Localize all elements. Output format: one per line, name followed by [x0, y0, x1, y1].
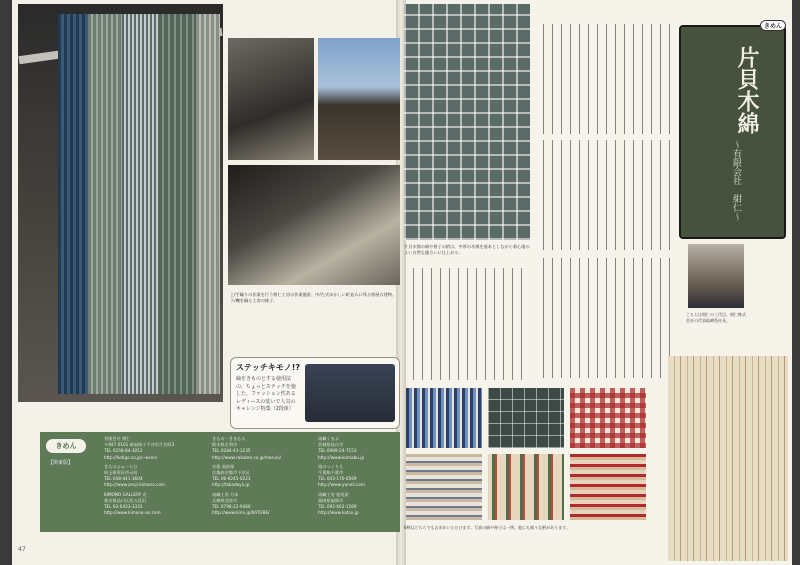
shop-entry: [212, 436, 312, 461]
craftsman-portrait: [688, 244, 744, 308]
shop-name: きもの・きまもる: [212, 436, 246, 441]
shop-name: 染織工房 松尾屋: [318, 491, 349, 497]
kimen-badge: きめん: [46, 439, 86, 453]
shop-entry: [212, 464, 312, 489]
fabric-swatch: [570, 388, 646, 448]
shop-tel: TEL 092-603-1569: [318, 504, 357, 510]
shop-entry: [318, 492, 398, 517]
fabric-swatch: [406, 454, 482, 520]
shop-tel: TEL 048-441-3604: [104, 476, 143, 482]
fabric-bolt: [158, 14, 196, 394]
shop-tel: TEL 03-6433-3333: [104, 504, 143, 510]
shop-name: きものふぉーらむ: [104, 463, 138, 469]
stitch-kimono-photo: [305, 364, 395, 422]
weaving-workshop-photo: [228, 38, 314, 160]
fabric-bolt: [196, 14, 220, 394]
shop-tel: TEL 043-170-6569: [318, 476, 357, 482]
shop-url[interactable]: http://kotigo.co.jp/~konni: [104, 454, 158, 460]
shop-entry: [104, 464, 204, 489]
photo-caption: 上/手織りの作業を行う紺仁工房の作業風景。中/古式ゆかしい町並みに残る紺屋の建物。下/機を織る工房の様子。: [230, 292, 397, 303]
swatches-caption: 6柄はどちらでもお求めいただけます。写真の縞や格子は一例。他にも様々な柄があります。: [404, 525, 570, 530]
fabric-swatch: [488, 388, 564, 448]
stitch-kimono-text: 紬をきものとする使用法の、ちょっとステッチを施した、ファッション性あるレディースの装いで人気のキャレンジ特集（2段組）: [236, 376, 296, 412]
shop-column-1: [104, 436, 204, 516]
rolled-fabric-photo: [668, 356, 788, 561]
shop-url[interactable]: http://www.zenji-kimono.com: [104, 482, 165, 488]
shop-url[interactable]: http://takadaya.jp: [212, 482, 250, 488]
body-text-block: [410, 268, 528, 380]
shop-tel: TEL 06-6245-0223: [212, 476, 251, 482]
shop-tel: TEL 0798-22-9460: [212, 504, 251, 510]
shop-name: 京都 高砂屋: [212, 463, 235, 469]
shop-entry: [318, 464, 398, 489]
fabric-bolt: [88, 14, 122, 394]
shop-url[interactable]: http://www.yoneil.com: [318, 482, 365, 488]
shop-tel: TEL 0284-41-1235: [212, 448, 251, 454]
hanging-fabric-photo: [18, 4, 223, 402]
article-subtitle: 〜有限会社 紺仁〜: [731, 140, 741, 221]
shop-url[interactable]: http://www.kirin.jp/KATUBE/: [212, 510, 270, 516]
shop-address: 宮城県仙台市: [318, 442, 344, 448]
shop-url[interactable]: http://www.katsu.jp: [318, 510, 359, 516]
fabric-swatch: [488, 454, 564, 520]
shop-address: 〒947-0101 新潟県小千谷市片貝町3: [104, 442, 175, 448]
fabric-swatch: [406, 388, 482, 448]
page-number: 47: [18, 546, 26, 553]
shop-entry: [104, 436, 204, 461]
shop-name: 染織くまぶ: [318, 436, 339, 441]
fabric-swatch: [570, 454, 646, 520]
shop-address: 栃木県足利市: [212, 442, 238, 448]
shop-address: 福岡県福岡市: [318, 497, 344, 503]
shop-name: 有限会社 紺仁: [104, 436, 131, 441]
shop-address: 千葉県千葉市: [318, 470, 344, 476]
shop-address: 兵庫県西宮市: [212, 497, 238, 503]
shop-name: 染織工房 月本: [212, 491, 239, 497]
shop-name: 染のつくりえ: [318, 463, 344, 469]
plaid-fabric-photo: [404, 4, 530, 240]
fabric-bolt: [58, 14, 88, 394]
body-text-block: [540, 24, 670, 134]
shop-tel: TEL 0258-84-3012: [104, 448, 143, 454]
street-house-photo: [318, 38, 400, 160]
shop-column-3: [318, 436, 398, 516]
shop-url[interactable]: http://www.kumabu.jp: [318, 454, 365, 460]
fabric-caption: 片貝木綿の縞や格子の柄は、中厚の木綿を基本としながら着心地のよい自然な風合いに仕上がる。: [404, 244, 530, 255]
shop-entry: [318, 436, 398, 461]
shop-url[interactable]: http://www.rakuten.co.jp/maruni/: [212, 454, 282, 460]
shop-name: KIMONO GALLERY 花: [104, 491, 147, 497]
loom-photo: [228, 165, 400, 285]
shop-address: 埼玉県所沢市元町: [104, 470, 138, 476]
kimen-badge-small: きめん: [760, 20, 786, 31]
shop-entry: [104, 492, 204, 517]
article-title: 片貝木綿: [734, 46, 760, 134]
portrait-caption: こちらは紺仁の三代目、紺仁株式会社の代表取締役社長。: [686, 312, 746, 323]
stitch-kimono-title: ステッチキモノ!?: [236, 363, 301, 372]
shop-column-2: [212, 436, 312, 516]
region-label: 【関東版】: [48, 460, 74, 466]
body-text-block: [540, 258, 670, 378]
shop-entry: [212, 492, 312, 517]
body-text-block: [540, 140, 670, 250]
shop-address: 東京都品川区西五反田: [104, 497, 146, 503]
shop-tel: TEL 0989-24-7153: [318, 448, 357, 454]
shop-url[interactable]: http://www.kimono-an.com: [104, 510, 161, 516]
shop-address: 京都府京都市下京区: [212, 470, 250, 476]
fabric-bolt: [122, 14, 158, 394]
